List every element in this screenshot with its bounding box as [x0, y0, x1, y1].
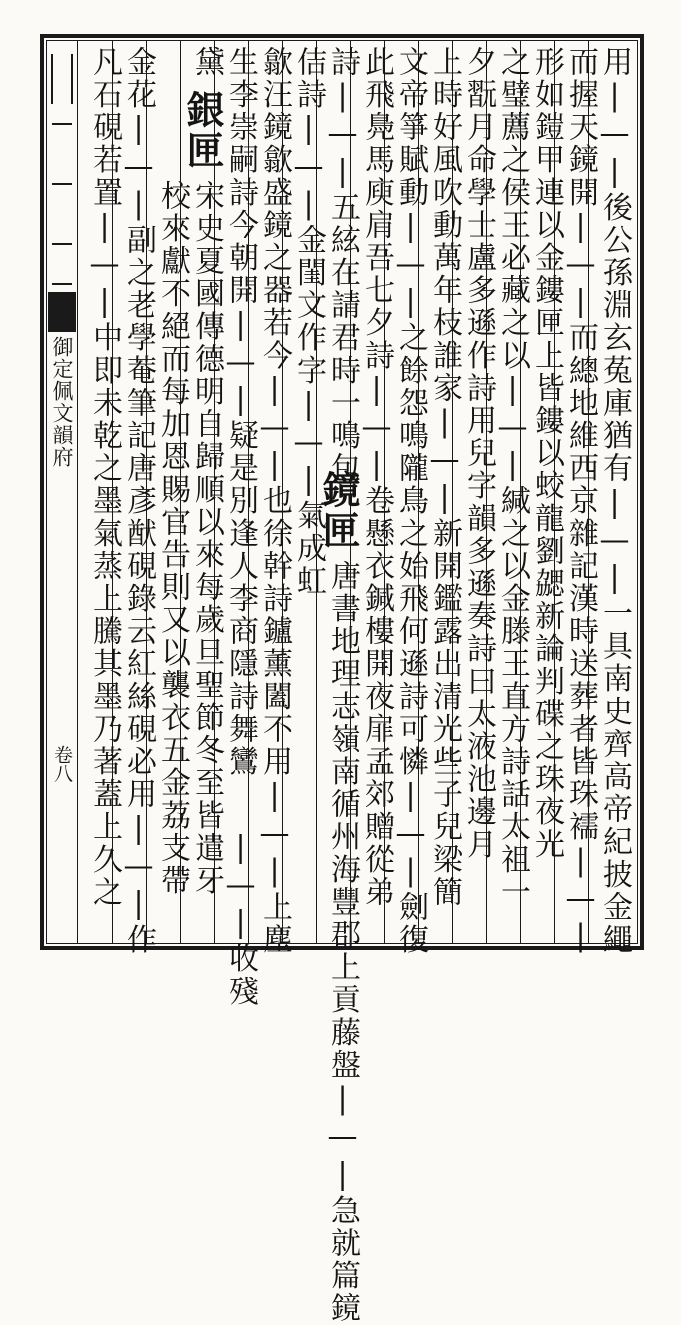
margin-page-number: 卷八 [51, 745, 73, 783]
text-column: 凡石硯若置|—|中即未乾之墨氣蒸上騰其墨乃著蓋上久之 [87, 46, 122, 909]
fishtail-ornament [48, 44, 76, 294]
text-column: 佶詩|—|金閨文作字|—|氣成虹 [291, 46, 326, 598]
text-column: 之璧薦之侯王必藏之以|—|緘之以金滕王直方詩話太祖一 [495, 46, 530, 909]
text-column: 歙汪鏡歙盛鏡之器若今|—|也徐幹詩鑪薰闔不用|—|上塵 [257, 46, 292, 957]
text-column: 詩|—|五絃在請君時一鳴包 [325, 46, 360, 485]
headword-silver-box: 銀匣 [180, 90, 225, 172]
fishtail-block [48, 292, 76, 332]
text-column: 上時好風吹動萬年枝誰家|—|新開鑑露出清光些子兒梁簡 [427, 46, 462, 909]
text-column: 宋史夏國傳德明自歸順以來每歲旦聖節冬至皆遣牙 [189, 180, 224, 898]
text-column: 而握天鏡開|—|而總地維西京雜記漢時送葬者皆珠襦|—| [563, 46, 598, 957]
text-column-tail: |—|收殘 [223, 830, 258, 1008]
headword-note: 唐書地理志嶺南循州海豐郡上貢藤盤|—|急就篇鏡 [325, 560, 360, 1325]
text-column: 金花|—|副之老學菴筆記唐彥猷硯錄云紅絲硯必用|—|作 [121, 46, 156, 957]
headword-mirror-box: 鏡匣 [316, 470, 361, 552]
text-column: 此飛鳧馬庾肩吾七夕詩|—|卷懸衣鍼樓開夜扉孟郊贈從弟 [359, 46, 394, 909]
text-column: 校來獻不絕而每加恩賜官告則又以襲衣五金荔支帶 [155, 180, 190, 898]
text-column: 文帝箏賦動|—|之餘怨鳴隴鳥之始飛何遜詩可憐|—|劍復 [393, 46, 428, 957]
text-column: 夕翫月命學士盧多遜作詩用兒字韻多遜奏詩曰太液池邊月 [461, 46, 496, 861]
margin-title: 御定佩文韻府 [50, 336, 74, 468]
text-column: 形如鎧甲連以金鏤匣上皆鏤以蛟龍劉勰新論判碟之珠夜光 [529, 46, 564, 861]
text-column: 用|—|後公孫淵玄菟庫猶有|—|一具南史齊高帝紀披金繩 [597, 46, 632, 957]
text-column: 生李崇嗣詩今朝開|—|疑是別逢人李商隱詩舞鸞 [223, 46, 258, 779]
text-column: 黛 [189, 46, 224, 79]
